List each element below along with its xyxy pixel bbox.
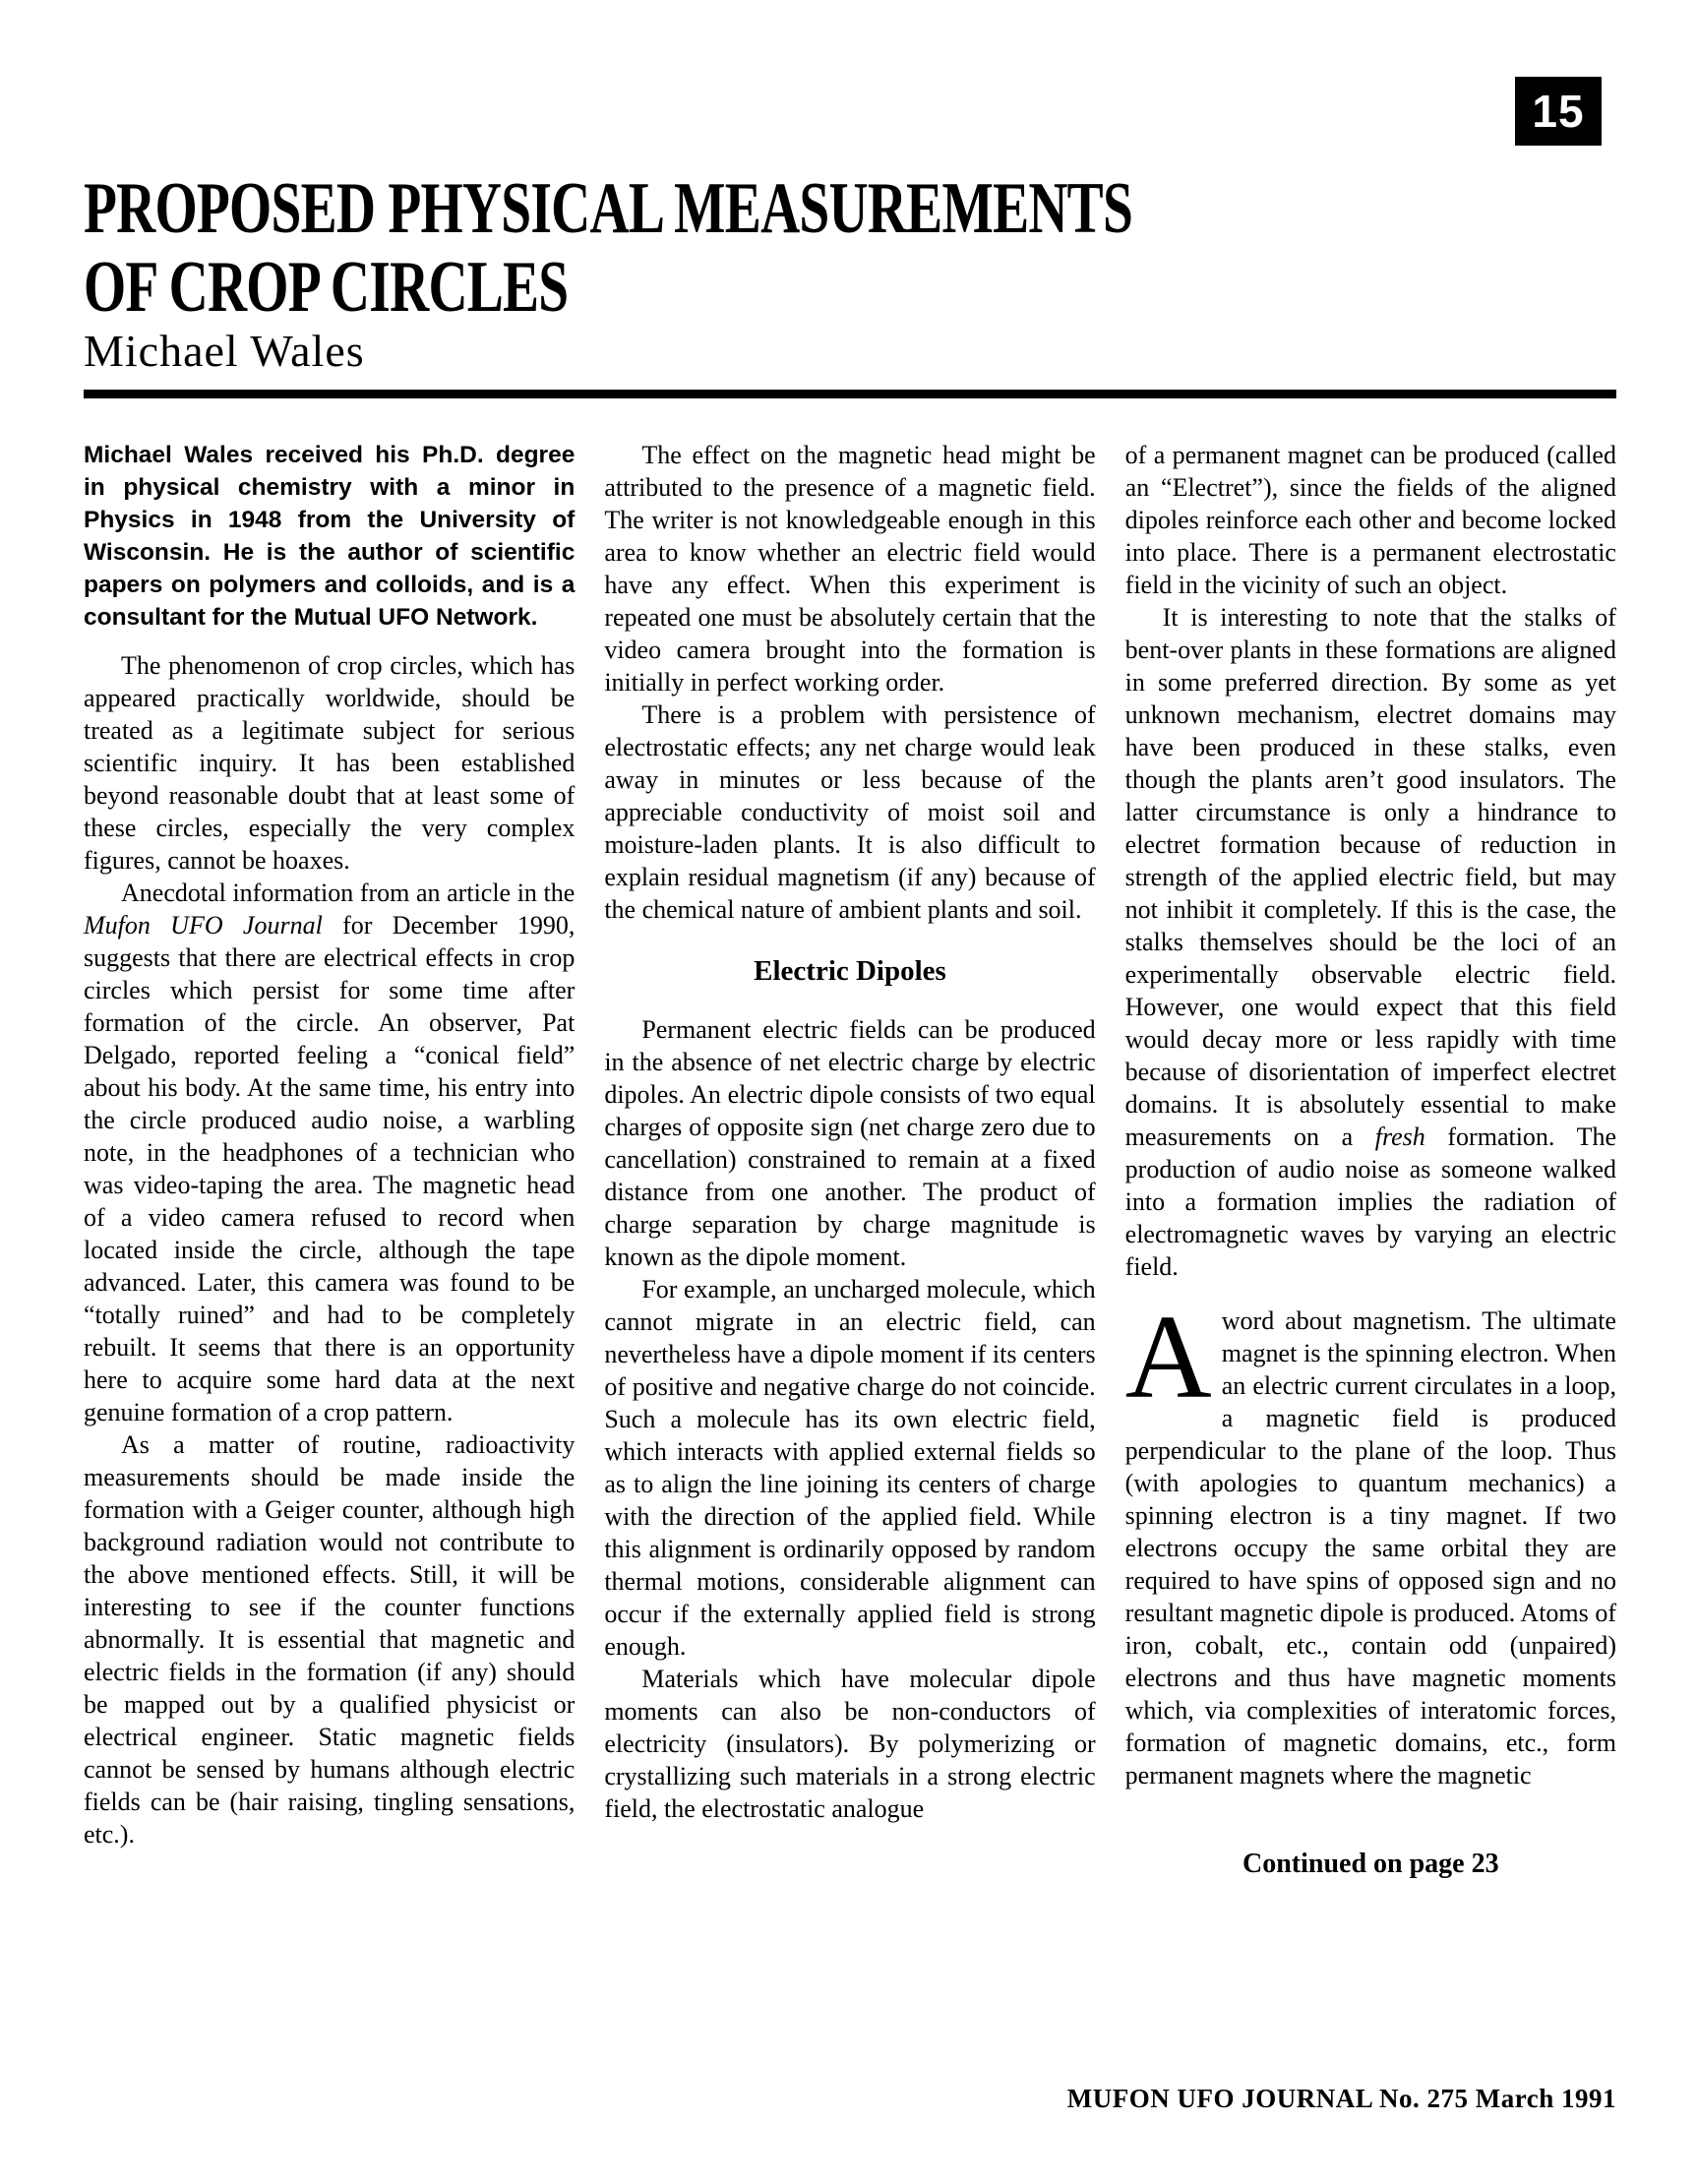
author-byline: Michael Wales <box>84 326 365 376</box>
header-divider <box>84 390 1616 398</box>
paragraph: As a matter of routine, radioactivity measurements should be made inside the formation with a Geiger counter, although high background radiation would not contribute to the above mentioned effects. Still, it will be interesting to see if the counter functions abnormally. It is essential that magnetic and electric fields in the formation (if any) should be mapped out by a qualified physicist or electrical engineer. Static magnetic fields cannot be sensed by humans although electric fields can be (hair raising, tingling sensations, etc.). <box>84 1430 576 1849</box>
paragraph: Permanent electric fields can be produced in the absence of net electric charge by electric dipoles. An electric dipole consists of two equal charges of opposite sign (net charge zero due to cancellation) constrained to remain at a fixed distance from one another. The product of charge separation by charge magnitude is known as the dipole moment. <box>604 1015 1096 1271</box>
paragraph: The effect on the magnetic head might be attributed to the presence of a magnetic field. The writer is not knowledgeable enough in this area to know whether an electric field would have any effect. When this experiment is repeated one must be absolutely certain that the video camera brought into the formation is initially in perfect working order. <box>604 441 1096 697</box>
paragraph: Materials which have molecular dipole moments can also be non-conductors of electricity (insulators). By polymerizing or crystallizing such materials in a strong electric field, the electrostatic analogue <box>604 1665 1096 1823</box>
page-number-box <box>1515 77 1602 146</box>
paragraph-text: word about magnetism. The ultimate magnet is the spinning electron. When an electric current circulates in a loop, a magnetic field is produced perpendicular to the plane of the loop. Thus (with apologies to quantum mechanics) a spinning electron is a tiny magnet. If two electrons occupy the same orbital they are required to have spins of opposed sign and no resultant magnetic dipole is produced. Atoms of iron, cobalt, etc., contain odd (unpaired) electrons and thus have magnetic moments which, via complexities of interatomic forces, formation of magnetic domains, etc., form permanent magnets where the magnetic <box>1124 1306 1616 1790</box>
paragraph: There is a problem with persistence of electrostatic effects; any net charge would leak away in minutes or less because of the appreciable conductivity of moist soil and moisture-laden plants. It is also difficult to explain residual magnetism (if any) because of the chemical nature of ambient plants and soil. <box>604 700 1096 924</box>
column-1 <box>84 439 575 1880</box>
paragraph: of a permanent magnet can be produced (called an “Electret”), since the fields of the aligned dipoles reinforce each other and become locked into place. There is a permanent electrostatic field in the vicinity of such an object. <box>1124 441 1616 599</box>
column-2 <box>604 439 1095 1880</box>
article-title <box>84 169 1132 327</box>
article-title-line1: PROPOSED PHYSICAL MEASUREMENTS <box>84 168 1133 249</box>
article-title-line2: OF CROP CIRCLES <box>84 247 569 328</box>
column-3 <box>1125 439 1616 1880</box>
paragraph: For example, an uncharged molecule, which cannot migrate in an electric field, can nevertheless have a dipole moment if its centers of positive and negative charge do not coincide. Such a molecule has its own electric field, which interacts with applied external fields so as to align the line joining its centers of charge with the direction of the applied field. While this alignment is ordinarily opposed by random thermal motions, considerable alignment can occur if the externally applied field is strong enough. <box>604 1275 1096 1661</box>
author-bio: Michael Wales received his Ph.D. degree in physical chemistry with a minor in Physics in 1948 from the University of Wisconsin. He is the author of scientific papers on polymers and colloids, and is a consultant for the Mutual UFO Network. <box>84 442 576 631</box>
paragraph: The phenomenon of crop circles, which has appeared practically worldwide, should be treated as a legitimate subject for serious scientific inquiry. It has been established beyond reasonable doubt that at least some of these circles, especially the very complex figures, cannot be hoaxes. <box>84 651 576 875</box>
journal-footer: MUFON UFO JOURNAL No. 275 March 1991 <box>1066 2084 1616 2113</box>
paragraph: It is interesting to note that the stalks of bent-over plants in these formations are aligned in some preferred direction. By some as yet unknown mechanism, electret domains may have been produced in these stalks, even though the plants aren’t good insulators. The latter circumstance is only a hindrance to electret formation because of reduction in strength of the applied electric field, but may not inhibit it completely. If this is the case, the stalks themselves should be the loci of an experimentally observable electric field. However, one would expect that this field would decay more or less rapidly with time because of disorientation of imperfect electret domains. It is absolutely essential to make measurements on a fresh formation. The production of audio noise as someone walked into a formation implies the radiation of electromagnetic waves by varying an electric field. <box>1124 603 1616 1281</box>
article-body <box>84 439 1616 1880</box>
paragraph-dropcap <box>1124 1291 1616 1791</box>
section-heading-electric-dipoles: Electric Dipoles <box>754 955 946 987</box>
continued-notice: Continued on page 23 <box>1242 1849 1499 1879</box>
drop-cap-letter: A <box>1124 1291 1212 1424</box>
paragraph: Anecdotal information from an article in the Mufon UFO Journal for December 1990, suggests that there are electrical effects in crop circles which persist for some time after formation of the circle. An observer, Pat Delgado, reported feeling a “conical field” about his body. At the same time, his entry into the circle produced audio noise, a warbling note, in the headphones of a technician who was video-taping the area. The magnetic head of a video camera refused to record when located inside the circle, although the tape advanced. Later, this camera was found to be “totally ruined” and had to be completely rebuilt. It seems that there is an opportunity here to acquire some hard data at the next genuine formation of a crop pattern. <box>84 879 576 1426</box>
page-number: 15 <box>1532 86 1585 137</box>
